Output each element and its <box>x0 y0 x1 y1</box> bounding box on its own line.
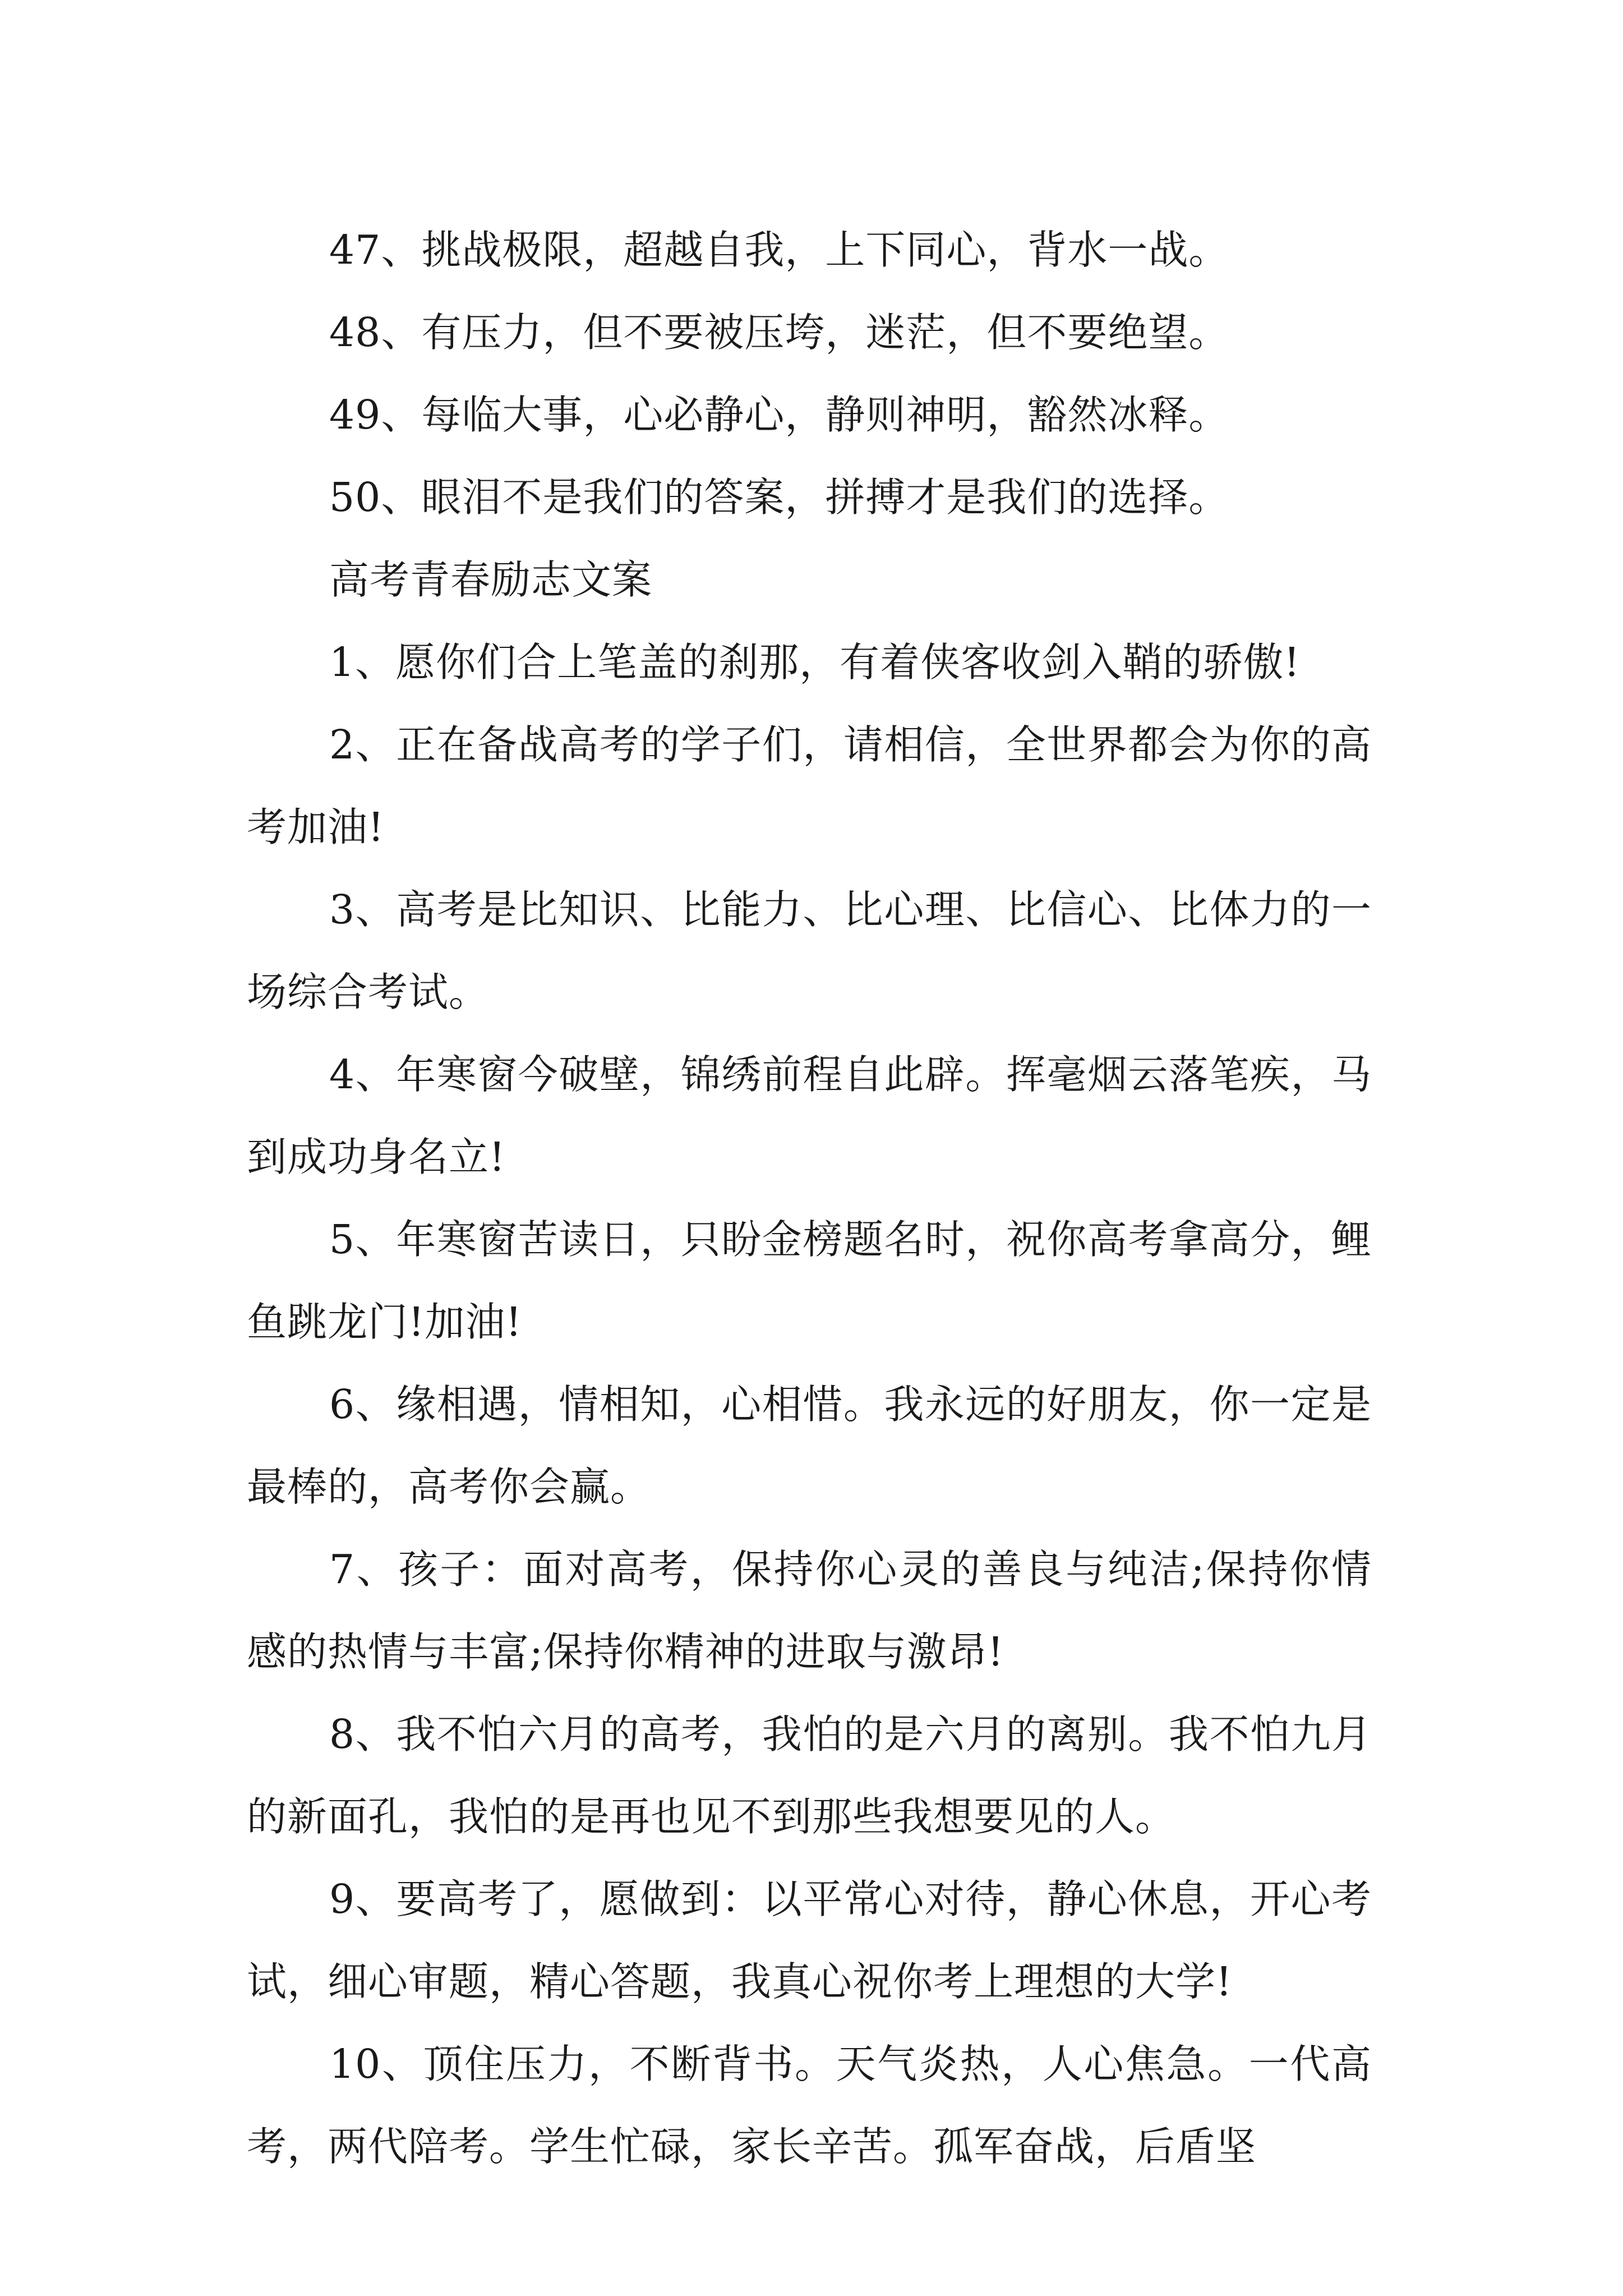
list-item: 7、孩子：面对高考，保持你心灵的善良与纯洁;保持你情感的热情与丰富;保持你精神的进取与激昂! <box>247 1546 1372 1675</box>
list-item: 49、每临大事，心必静心，静则神明，豁然冰释。 <box>329 392 1229 438</box>
list-item: 50、眼泪不是我们的答案，拼搏才是我们的选择。 <box>329 474 1229 521</box>
list-item: 48、有压力，但不要被压垮，迷茫，但不要绝望。 <box>329 309 1229 356</box>
list-item: 6、缘相遇，情相知，心相惜。我永远的好朋友，你一定是最棒的，高考你会赢。 <box>247 1381 1372 1510</box>
list-item: 5、年寒窗苦读日，只盼金榜题名时，祝你高考拿高分，鲤鱼跳龙门!加油! <box>247 1216 1372 1345</box>
section-title: 高考青春励志文案 <box>329 556 653 603</box>
list-item: 8、我不怕六月的高考，我怕的是六月的离别。我不怕九月的新面孔，我怕的是再也见不到那些我想要见的人。 <box>247 1711 1372 1840</box>
list-item: 3、高考是比知识、比能力、比心理、比信心、比体力的一场综合考试。 <box>247 886 1372 1015</box>
list-item: 10、顶住压力，不断背书。天气炎热，人心焦急。一代高考，两代陪考。学生忙碌，家长辛苦。孤军奋战，后盾坚 <box>247 2041 1372 2170</box>
list-item: 47、挑战极限，超越自我，上下同心，背水一战。 <box>329 227 1229 273</box>
list-item: 2、正在备战高考的学子们，请相信，全世界都会为你的高考加油! <box>247 721 1372 850</box>
list-item: 9、要高考了，愿做到：以平常心对待，静心休息，开心考试，细心审题，精心答题，我真心祝你考上理想的大学! <box>247 1876 1372 2005</box>
list-item: 4、年寒窗今破壁，锦绣前程自此辟。挥毫烟云落笔疾，马到成功身名立! <box>247 1051 1372 1180</box>
list-item: 1、愿你们合上笔盖的刹那，有着侠客收剑入鞘的骄傲! <box>329 639 1301 685</box>
